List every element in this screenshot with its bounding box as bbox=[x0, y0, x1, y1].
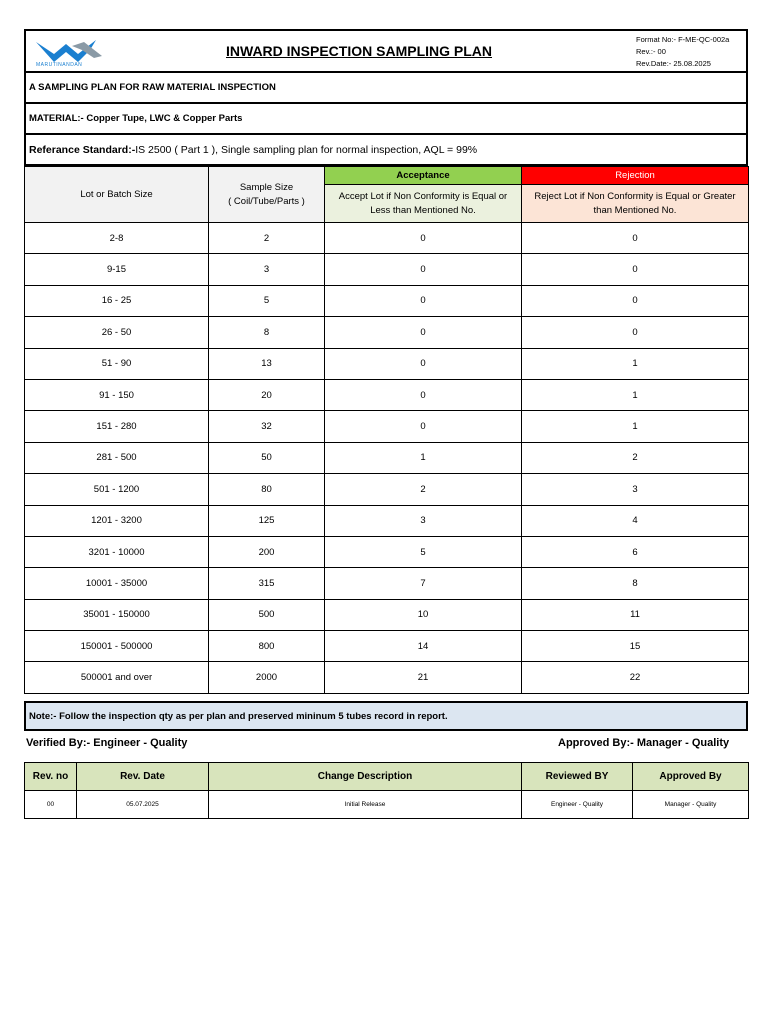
inspection-sheet bbox=[24, 29, 748, 694]
lot-size-cell: 51 - 90 bbox=[25, 348, 209, 379]
verified-by: Verified By:- Engineer - Quality bbox=[26, 737, 188, 749]
acceptance-cell: 14 bbox=[325, 631, 522, 662]
table-row bbox=[25, 442, 749, 473]
acceptance-cell: 3 bbox=[325, 505, 522, 536]
acceptance-cell: 0 bbox=[325, 411, 522, 442]
acceptance-cell: 0 bbox=[325, 254, 522, 285]
rejection-description: Reject Lot if Non Conformity is Equal or Greater than Mentioned No. bbox=[522, 185, 749, 223]
acceptance-cell: 7 bbox=[325, 568, 522, 599]
revision-row bbox=[25, 791, 749, 819]
revision-rev-date-cell: 05.07.2025 bbox=[77, 791, 209, 819]
sample-size-header-line2: ( Coil/Tube/Parts ) bbox=[228, 196, 305, 207]
acceptance-cell: 1 bbox=[325, 442, 522, 473]
sampling-table-body bbox=[25, 223, 749, 694]
lot-size-header: Lot or Batch Size bbox=[25, 167, 209, 223]
acceptance-header: Acceptance bbox=[325, 167, 522, 185]
revision-header-cell: Reviewed BY bbox=[522, 763, 633, 791]
revision-approved-by-cell: Manager - Quality bbox=[633, 791, 749, 819]
lot-size-cell: 151 - 280 bbox=[25, 411, 209, 442]
revision-date: Rev.Date:- 25.08.2025 bbox=[636, 59, 711, 68]
acceptance-cell: 5 bbox=[325, 536, 522, 567]
acceptance-cell: 10 bbox=[325, 599, 522, 630]
rejection-cell: 3 bbox=[522, 474, 749, 505]
lot-size-cell: 35001 - 150000 bbox=[25, 599, 209, 630]
format-number: Format No:- F-ME-QC-002a bbox=[636, 35, 730, 44]
page-title: INWARD INSPECTION SAMPLING PLAN bbox=[226, 43, 493, 59]
sample-size-cell: 500 bbox=[209, 599, 325, 630]
lot-size-cell: 2-8 bbox=[25, 223, 209, 254]
table-row bbox=[25, 505, 749, 536]
sample-size-cell: 2 bbox=[209, 223, 325, 254]
plan-heading: A SAMPLING PLAN FOR RAW MATERIAL INSPECTION bbox=[24, 73, 748, 104]
lot-size-cell: 501 - 1200 bbox=[25, 474, 209, 505]
table-row bbox=[25, 631, 749, 662]
revision-description-cell: Initial Release bbox=[209, 791, 522, 819]
revision-table-body bbox=[25, 791, 749, 819]
table-row bbox=[25, 254, 749, 285]
lot-size-cell: 3201 - 10000 bbox=[25, 536, 209, 567]
lot-size-cell: 26 - 50 bbox=[25, 317, 209, 348]
rejection-cell: 1 bbox=[522, 411, 749, 442]
header-block bbox=[24, 29, 748, 73]
lot-size-cell: 500001 and over bbox=[25, 662, 209, 693]
sample-size-cell: 13 bbox=[209, 348, 325, 379]
revision-header-cell: Change Description bbox=[209, 763, 522, 791]
table-row bbox=[25, 474, 749, 505]
reference-standard bbox=[24, 135, 748, 166]
sample-size-cell: 800 bbox=[209, 631, 325, 662]
rejection-cell: 0 bbox=[522, 254, 749, 285]
sample-size-cell: 80 bbox=[209, 474, 325, 505]
lot-size-cell: 9-15 bbox=[25, 254, 209, 285]
lot-size-cell: 150001 - 500000 bbox=[25, 631, 209, 662]
revision-header-row bbox=[25, 763, 749, 791]
sample-size-cell: 5 bbox=[209, 285, 325, 316]
sample-size-cell: 20 bbox=[209, 379, 325, 410]
approved-by: Approved By:- Manager - Quality bbox=[558, 737, 730, 749]
table-row bbox=[25, 379, 749, 410]
sample-size-cell: 2000 bbox=[209, 662, 325, 693]
material-line: MATERIAL:- Copper Tupe, LWC & Copper Parts bbox=[24, 104, 748, 135]
table-row bbox=[25, 662, 749, 693]
acceptance-cell: 21 bbox=[325, 662, 522, 693]
rejection-cell: 8 bbox=[522, 568, 749, 599]
sample-size-cell: 3 bbox=[209, 254, 325, 285]
sample-size-header-line1: Sample Size bbox=[239, 182, 294, 193]
rejection-cell: 1 bbox=[522, 379, 749, 410]
revision-header-cell: Approved By bbox=[633, 763, 749, 791]
acceptance-cell: 0 bbox=[325, 379, 522, 410]
rejection-cell: 6 bbox=[522, 536, 749, 567]
table-row bbox=[25, 348, 749, 379]
rejection-cell: 11 bbox=[522, 599, 749, 630]
logo-text: MARUTINANDAN bbox=[36, 62, 83, 68]
revision-reviewed-by-cell: Engineer - Quality bbox=[522, 791, 633, 819]
table-row bbox=[25, 599, 749, 630]
sample-size-cell: 50 bbox=[209, 442, 325, 473]
rejection-cell: 1 bbox=[522, 348, 749, 379]
acceptance-cell: 2 bbox=[325, 474, 522, 505]
revision-rev-no-cell: 00 bbox=[25, 791, 77, 819]
table-row bbox=[25, 411, 749, 442]
table-row bbox=[25, 285, 749, 316]
lot-size-cell: 91 - 150 bbox=[25, 379, 209, 410]
acceptance-cell: 0 bbox=[325, 348, 522, 379]
table-row bbox=[25, 223, 749, 254]
acceptance-cell: 0 bbox=[325, 223, 522, 254]
rejection-cell: 0 bbox=[522, 285, 749, 316]
reference-label: Referance Standard:- bbox=[29, 143, 136, 156]
revision-table bbox=[24, 762, 749, 819]
table-row bbox=[25, 317, 749, 348]
rejection-cell: 2 bbox=[522, 442, 749, 473]
table-row bbox=[25, 536, 749, 567]
revision-number: Rev.:- 00 bbox=[636, 47, 666, 56]
rejection-cell: 0 bbox=[522, 223, 749, 254]
note-banner: Note:- Follow the inspection qty as per plan and preserved mininum 5 tubes record in report. bbox=[24, 701, 748, 731]
reference-text: IS 2500 ( Part 1 ), Single sampling plan for normal inspection, AQL = 99% bbox=[135, 143, 478, 156]
sample-size-cell: 32 bbox=[209, 411, 325, 442]
sample-size-cell: 125 bbox=[209, 505, 325, 536]
lot-size-cell: 10001 - 35000 bbox=[25, 568, 209, 599]
revision-header-cell: Rev. Date bbox=[77, 763, 209, 791]
sampling-table bbox=[24, 166, 749, 694]
lot-size-cell: 16 - 25 bbox=[25, 285, 209, 316]
lot-size-cell: 1201 - 3200 bbox=[25, 505, 209, 536]
sample-size-cell: 315 bbox=[209, 568, 325, 599]
rejection-cell: 22 bbox=[522, 662, 749, 693]
table-row bbox=[25, 568, 749, 599]
rejection-cell: 4 bbox=[522, 505, 749, 536]
rejection-header: Rejection bbox=[522, 167, 749, 185]
rejection-cell: 0 bbox=[522, 317, 749, 348]
acceptance-description: Accept Lot if Non Conformity is Equal or Less than Mentioned No. bbox=[325, 185, 522, 223]
revision-header-cell: Rev. no bbox=[25, 763, 77, 791]
sample-size-cell: 8 bbox=[209, 317, 325, 348]
lot-size-cell: 281 - 500 bbox=[25, 442, 209, 473]
acceptance-cell: 0 bbox=[325, 317, 522, 348]
acceptance-cell: 0 bbox=[325, 285, 522, 316]
sample-size-header bbox=[209, 167, 325, 223]
sample-size-cell: 200 bbox=[209, 536, 325, 567]
format-info bbox=[636, 34, 729, 70]
rejection-cell: 15 bbox=[522, 631, 749, 662]
